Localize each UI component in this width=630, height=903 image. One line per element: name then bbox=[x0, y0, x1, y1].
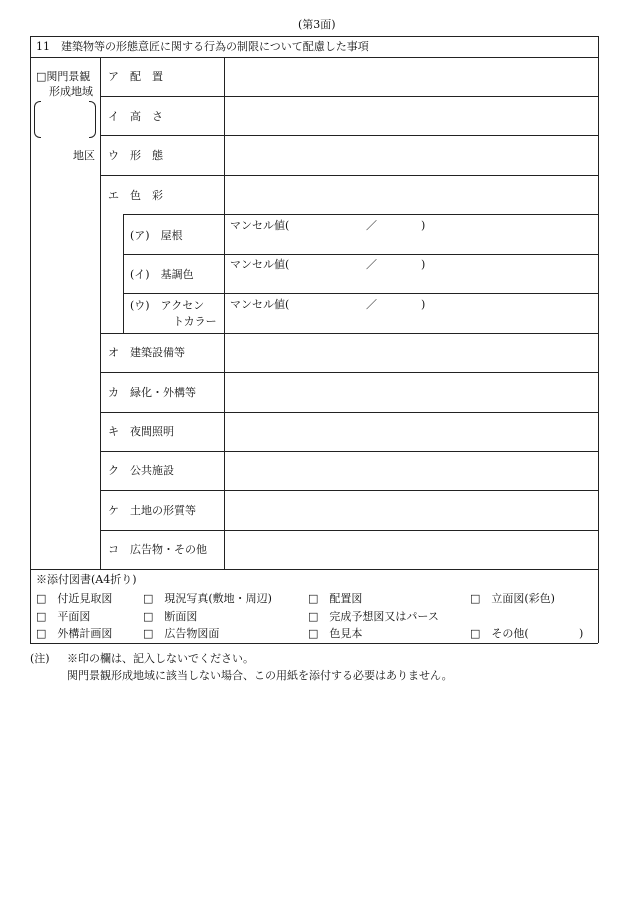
item-ko-label: 広告物・その他 bbox=[130, 543, 207, 556]
attach-checkbox[interactable]: □ 広告物図面 bbox=[143, 627, 220, 640]
area-column-divider bbox=[100, 57, 101, 569]
item-ki-letter: キ bbox=[108, 425, 119, 438]
attach-checkbox[interactable]: □ 完成予想図又はパース bbox=[308, 610, 439, 623]
item-u-field[interactable] bbox=[226, 136, 596, 174]
item-ke-letter: ケ bbox=[108, 504, 119, 517]
right-bracket bbox=[89, 101, 96, 138]
item-ka-letter: カ bbox=[108, 386, 119, 399]
district-label: 地区 bbox=[73, 149, 95, 162]
attach-checkbox[interactable]: □ 断面図 bbox=[143, 610, 198, 623]
attach-checkbox[interactable]: □ 配置図 bbox=[308, 592, 363, 605]
color-accent-close: ) bbox=[421, 298, 426, 311]
color-roof-slash: ／ bbox=[366, 219, 377, 232]
attach-checkbox[interactable]: □ 付近見取図 bbox=[36, 592, 113, 605]
color-roof-close: ) bbox=[421, 219, 426, 232]
attach-checkbox[interactable]: □ 平面図 bbox=[36, 610, 91, 623]
color-base-label: (イ) 基調色 bbox=[130, 268, 194, 281]
color-roof-munsell-field[interactable] bbox=[296, 217, 432, 235]
color-roof-munsell-label: マンセル値( bbox=[230, 219, 290, 232]
area-checkbox-label[interactable]: □関門景観 bbox=[36, 70, 91, 83]
attach-checkbox[interactable]: □ 現況写真(敷地・周辺) bbox=[143, 592, 272, 605]
item-o-field[interactable] bbox=[226, 334, 596, 371]
color-base-close: ) bbox=[421, 258, 426, 271]
color-base-munsell-field[interactable] bbox=[296, 256, 432, 274]
item-ko-letter: コ bbox=[108, 543, 119, 556]
item-ki-label: 夜間照明 bbox=[130, 425, 174, 438]
item-ki-field[interactable] bbox=[226, 413, 596, 450]
item-a-letter: ア bbox=[108, 70, 119, 83]
notes-line-2: 関門景観形成地域に該当しない場合、この用紙を添付する必要はありません。 bbox=[67, 669, 453, 682]
color-accent-label-line1: (ウ) アクセン bbox=[130, 299, 205, 312]
item-e-field[interactable] bbox=[226, 176, 596, 213]
item-ku-letter: ク bbox=[108, 464, 119, 477]
color-base-slash: ／ bbox=[366, 258, 377, 271]
row-divider bbox=[123, 254, 598, 255]
district-name-field[interactable] bbox=[52, 112, 84, 126]
notes-line-1: ※印の欄は、記入しないでください。 bbox=[67, 652, 254, 665]
color-accent-munsell-label: マンセル値( bbox=[230, 298, 290, 311]
item-ka-field[interactable] bbox=[226, 373, 596, 411]
page-label: (第3面) bbox=[298, 18, 336, 31]
area-label-line2: 形成地域 bbox=[49, 85, 93, 98]
row-divider bbox=[123, 293, 598, 294]
item-i-label: 高 さ bbox=[130, 110, 163, 123]
color-accent-slash: ／ bbox=[366, 298, 377, 311]
color-base-munsell-label: マンセル値( bbox=[230, 258, 290, 271]
item-ko-field[interactable] bbox=[226, 531, 596, 568]
item-ka-label: 緑化・外構等 bbox=[130, 386, 196, 399]
item-o-label: 建築設備等 bbox=[130, 346, 185, 359]
attach-other-close: ) bbox=[579, 627, 584, 640]
color-accent-label-line2: トカラー bbox=[173, 315, 217, 328]
attach-checkbox-other[interactable]: □ その他( bbox=[470, 627, 529, 640]
item-ku-label: 公共施設 bbox=[130, 464, 174, 477]
item-a-label: 配 置 bbox=[130, 70, 163, 83]
subitem-column-divider bbox=[123, 214, 124, 333]
table-border-top bbox=[30, 36, 598, 37]
attach-checkbox[interactable]: □ 色見本 bbox=[308, 627, 363, 640]
item-i-letter: イ bbox=[108, 110, 119, 123]
attach-checkbox[interactable]: □ 立面図(彩色) bbox=[470, 592, 555, 605]
row-divider bbox=[123, 214, 598, 215]
attach-other-field[interactable] bbox=[538, 626, 578, 640]
item-i-field[interactable] bbox=[226, 97, 596, 134]
item-u-letter: ウ bbox=[108, 149, 119, 162]
section-title: 11 建築物等の形態意匠に関する行為の制限について配慮した事項 bbox=[36, 40, 369, 53]
table-border-bottom bbox=[30, 643, 598, 644]
item-e-letter: エ bbox=[108, 189, 119, 202]
item-o-letter: オ bbox=[108, 346, 119, 359]
color-roof-label: (ア) 屋根 bbox=[130, 229, 183, 242]
attach-checkbox[interactable]: □ 外構計画図 bbox=[36, 627, 113, 640]
attachments-divider bbox=[30, 569, 598, 570]
label-column-divider bbox=[224, 57, 225, 569]
table-border-right bbox=[598, 36, 599, 643]
item-a-field[interactable] bbox=[226, 58, 596, 95]
item-ku-field[interactable] bbox=[226, 452, 596, 489]
notes-label: (注) bbox=[30, 652, 50, 665]
attachments-title: ※添付図書(A4折り) bbox=[36, 573, 137, 586]
item-ke-label: 土地の形質等 bbox=[130, 504, 196, 517]
color-accent-munsell-field[interactable] bbox=[296, 296, 432, 314]
item-e-label: 色 彩 bbox=[130, 189, 163, 202]
item-ke-field[interactable] bbox=[226, 491, 596, 529]
item-u-label: 形 態 bbox=[130, 149, 163, 162]
table-border-left bbox=[30, 36, 31, 643]
left-bracket bbox=[34, 101, 41, 138]
